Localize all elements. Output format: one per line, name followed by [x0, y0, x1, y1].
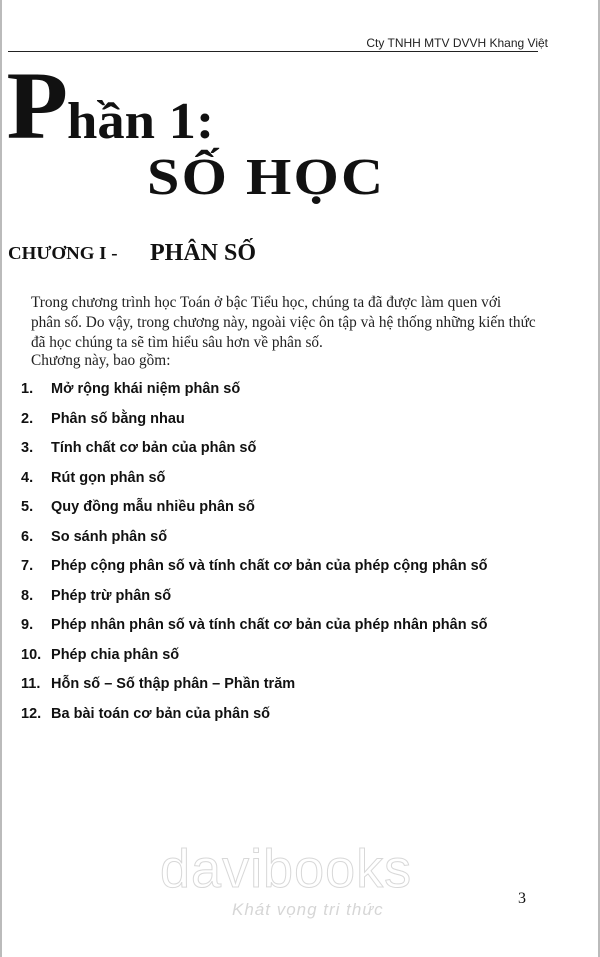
topic-item [21, 585, 488, 615]
topic-item [21, 467, 488, 497]
topic-number: 10. [21, 646, 42, 663]
list-heading: Chương này, bao gồm: [31, 352, 171, 369]
topic-item [21, 437, 488, 467]
intro-line: đã học chúng ta sẽ tìm hiểu sâu hơn về phân số. [31, 334, 323, 351]
intro-paragraph [31, 293, 537, 353]
topic-number: 12. [21, 705, 42, 722]
topic-number: 8. [21, 587, 34, 604]
topic-item [21, 496, 488, 526]
topic-number: 2. [21, 410, 34, 427]
topic-number: 11. [21, 676, 41, 692]
page-number: 3 [518, 890, 526, 907]
intro-line: Trong chương trình học Toán ở bậc Tiểu học, chúng ta đã được làm quen với [31, 294, 502, 311]
topic-text: Phân số bằng nhau [51, 410, 185, 427]
topic-number: 7. [21, 558, 34, 574]
topic-text: Phép chia phân số [51, 646, 180, 663]
topic-text: Phép nhân phân số và tính chất cơ bản của phép nhân phân số [51, 617, 488, 633]
topic-text: Tính chất cơ bản của phân số [51, 440, 257, 456]
topic-text: Ba bài toán cơ bản của phân số [51, 705, 271, 722]
topic-item [21, 378, 488, 408]
topic-number: 4. [21, 469, 34, 486]
topic-item [21, 703, 488, 733]
chapter-title: PHÂN SỐ [150, 240, 257, 266]
intro-line: phân số. Do vậy, trong chương này, ngoài việc ôn tập và hệ thống những kiến thức [31, 314, 536, 331]
chapter-label: CHƯƠNG I - [8, 243, 118, 263]
part-label: hần 1: [66, 93, 214, 150]
topic-item [21, 408, 488, 438]
topic-number: 5. [21, 499, 34, 515]
watermark-tagline: Khát vọng tri thức [232, 900, 384, 919]
topic-number: 9. [21, 617, 34, 633]
topic-list [21, 378, 488, 732]
part-title: SỐ HỌC [147, 149, 386, 206]
running-header: Cty TNHH MTV DVVH Khang Việt [366, 36, 548, 50]
topic-text: Quy đồng mẫu nhiều phân số [51, 499, 255, 515]
topic-item [21, 555, 488, 585]
topic-item [21, 614, 488, 644]
part-initial: P [6, 52, 69, 159]
topic-text: Mở rộng khái niệm phân số [51, 381, 241, 397]
topic-text: Phép cộng phân số và tính chất cơ bản của phép cộng phân số [51, 558, 488, 574]
topic-number: 6. [21, 528, 34, 545]
topic-item [21, 673, 488, 703]
topic-number: 3. [21, 440, 34, 456]
topic-text: Hỗn số – Số thập phân – Phần trăm [51, 676, 296, 692]
topic-text: Rút gọn phân số [51, 469, 166, 486]
topic-text: Phép trừ phân số [51, 587, 172, 604]
topic-number: 1. [21, 381, 34, 397]
watermark-logo: davibooks [160, 839, 413, 899]
topic-item [21, 644, 488, 674]
header-rule [8, 51, 538, 52]
topic-text: So sánh phân số [51, 528, 168, 545]
topic-item [21, 526, 488, 556]
